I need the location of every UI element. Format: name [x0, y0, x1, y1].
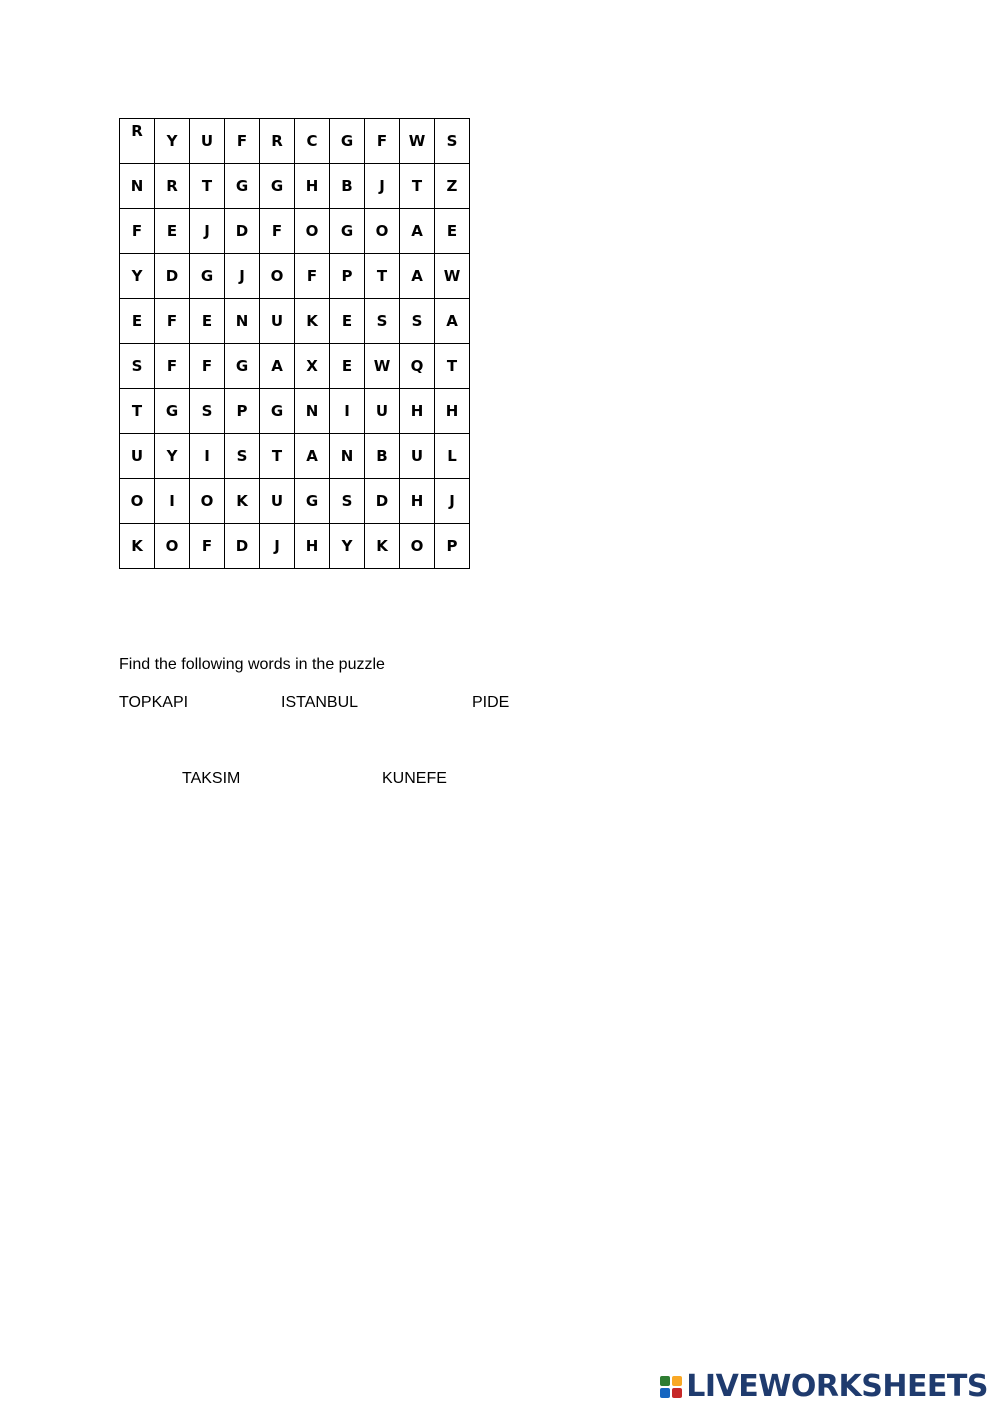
grid-row — [120, 389, 470, 434]
grid-cell: N — [295, 389, 330, 434]
grid-cell: G — [225, 164, 260, 209]
grid-cell: E — [330, 299, 365, 344]
grid-cell: T — [260, 434, 295, 479]
grid-cell: J — [365, 164, 400, 209]
grid-cell: G — [330, 209, 365, 254]
grid-cell: G — [295, 479, 330, 524]
grid-cell: S — [225, 434, 260, 479]
grid-cell: H — [400, 479, 435, 524]
grid-cell: Y — [155, 434, 190, 479]
grid-cell: I — [190, 434, 225, 479]
grid-cell: D — [155, 254, 190, 299]
grid-cell: T — [190, 164, 225, 209]
grid-cell: W — [400, 119, 435, 164]
grid-cell: Y — [330, 524, 365, 569]
grid-cell: K — [295, 299, 330, 344]
grid-cell: S — [330, 479, 365, 524]
grid-cell: E — [190, 299, 225, 344]
grid-cell: F — [260, 209, 295, 254]
grid-cell: U — [120, 434, 155, 479]
grid-cell: B — [365, 434, 400, 479]
grid-cell: W — [365, 344, 400, 389]
grid-cell: I — [330, 389, 365, 434]
grid-row — [120, 254, 470, 299]
grid-cell: E — [435, 209, 470, 254]
grid-cell: A — [435, 299, 470, 344]
grid-cell: P — [225, 389, 260, 434]
grid-cell: K — [225, 479, 260, 524]
grid-cell: N — [225, 299, 260, 344]
grid-cell: S — [190, 389, 225, 434]
grid-cell: O — [400, 524, 435, 569]
grid-cell: R — [120, 119, 155, 164]
grid-cell: J — [225, 254, 260, 299]
grid-cell: S — [435, 119, 470, 164]
grid-cell: H — [400, 389, 435, 434]
grid-cell: T — [365, 254, 400, 299]
logo-text: LIVEWORKSHEETS — [686, 1369, 988, 1404]
instructions-text: Find the following words in the puzzle — [119, 656, 385, 673]
grid-cell: I — [155, 479, 190, 524]
grid-row — [120, 299, 470, 344]
grid-cell: O — [120, 479, 155, 524]
grid-cell: P — [330, 254, 365, 299]
grid-cell: R — [260, 119, 295, 164]
grid-cell: G — [260, 389, 295, 434]
grid-cell: A — [260, 344, 295, 389]
grid-cell: C — [295, 119, 330, 164]
grid-cell: O — [295, 209, 330, 254]
grid-cell: F — [190, 524, 225, 569]
grid-cell: D — [365, 479, 400, 524]
grid-cell: J — [260, 524, 295, 569]
grid-cell: Y — [120, 254, 155, 299]
logo-blocks-icon — [660, 1376, 682, 1398]
grid-cell: K — [120, 524, 155, 569]
grid-cell: J — [190, 209, 225, 254]
word-item-pide: PIDE — [472, 694, 510, 711]
word-item-kunefe: KUNEFE — [382, 770, 447, 787]
grid-cell: H — [435, 389, 470, 434]
grid-cell: O — [155, 524, 190, 569]
grid-cell: D — [225, 524, 260, 569]
grid-cell: T — [120, 389, 155, 434]
grid-row — [120, 434, 470, 479]
grid-cell: K — [365, 524, 400, 569]
grid-cell: S — [365, 299, 400, 344]
word-item-istanbul: ISTANBUL — [281, 694, 359, 711]
grid-cell: A — [400, 254, 435, 299]
grid-row — [120, 479, 470, 524]
grid-cell: Q — [400, 344, 435, 389]
grid-cell: Y — [155, 119, 190, 164]
grid-cell: D — [225, 209, 260, 254]
grid-cell: U — [260, 479, 295, 524]
grid-cell: G — [155, 389, 190, 434]
grid-cell: J — [435, 479, 470, 524]
grid-cell: X — [295, 344, 330, 389]
grid-cell: E — [120, 299, 155, 344]
word-search-grid — [119, 118, 470, 569]
grid-cell: G — [330, 119, 365, 164]
grid-cell: A — [400, 209, 435, 254]
grid-cell: F — [120, 209, 155, 254]
grid-cell: F — [365, 119, 400, 164]
grid-cell: L — [435, 434, 470, 479]
grid-row — [120, 344, 470, 389]
word-item-topkapi: TOPKAPI — [119, 694, 189, 711]
grid-cell: E — [155, 209, 190, 254]
grid-cell: U — [400, 434, 435, 479]
grid-cell: R — [155, 164, 190, 209]
grid-cell: G — [225, 344, 260, 389]
grid-cell: F — [155, 299, 190, 344]
grid-cell: N — [330, 434, 365, 479]
grid-cell: P — [435, 524, 470, 569]
word-item-taksim: TAKSIM — [182, 770, 241, 787]
grid-row — [120, 524, 470, 569]
grid-cell: T — [400, 164, 435, 209]
grid-cell: O — [190, 479, 225, 524]
grid-cell: F — [190, 344, 225, 389]
grid-cell: N — [120, 164, 155, 209]
grid-row — [120, 119, 470, 164]
grid-cell: H — [295, 524, 330, 569]
grid-cell: W — [435, 254, 470, 299]
liveworksheets-logo — [660, 1369, 988, 1404]
grid-cell: E — [330, 344, 365, 389]
grid-cell: F — [225, 119, 260, 164]
grid-row — [120, 209, 470, 254]
grid-cell: S — [400, 299, 435, 344]
grid-cell: U — [365, 389, 400, 434]
grid-cell: Z — [435, 164, 470, 209]
grid-cell: O — [365, 209, 400, 254]
grid-cell: S — [120, 344, 155, 389]
grid-cell: A — [295, 434, 330, 479]
grid-cell: H — [295, 164, 330, 209]
grid-cell: G — [190, 254, 225, 299]
grid-cell: B — [330, 164, 365, 209]
grid-cell: T — [435, 344, 470, 389]
grid-cell: U — [190, 119, 225, 164]
grid-cell: O — [260, 254, 295, 299]
grid-row — [120, 164, 470, 209]
grid-cell: F — [295, 254, 330, 299]
grid-cell: U — [260, 299, 295, 344]
grid-cell: G — [260, 164, 295, 209]
grid-cell: F — [155, 344, 190, 389]
